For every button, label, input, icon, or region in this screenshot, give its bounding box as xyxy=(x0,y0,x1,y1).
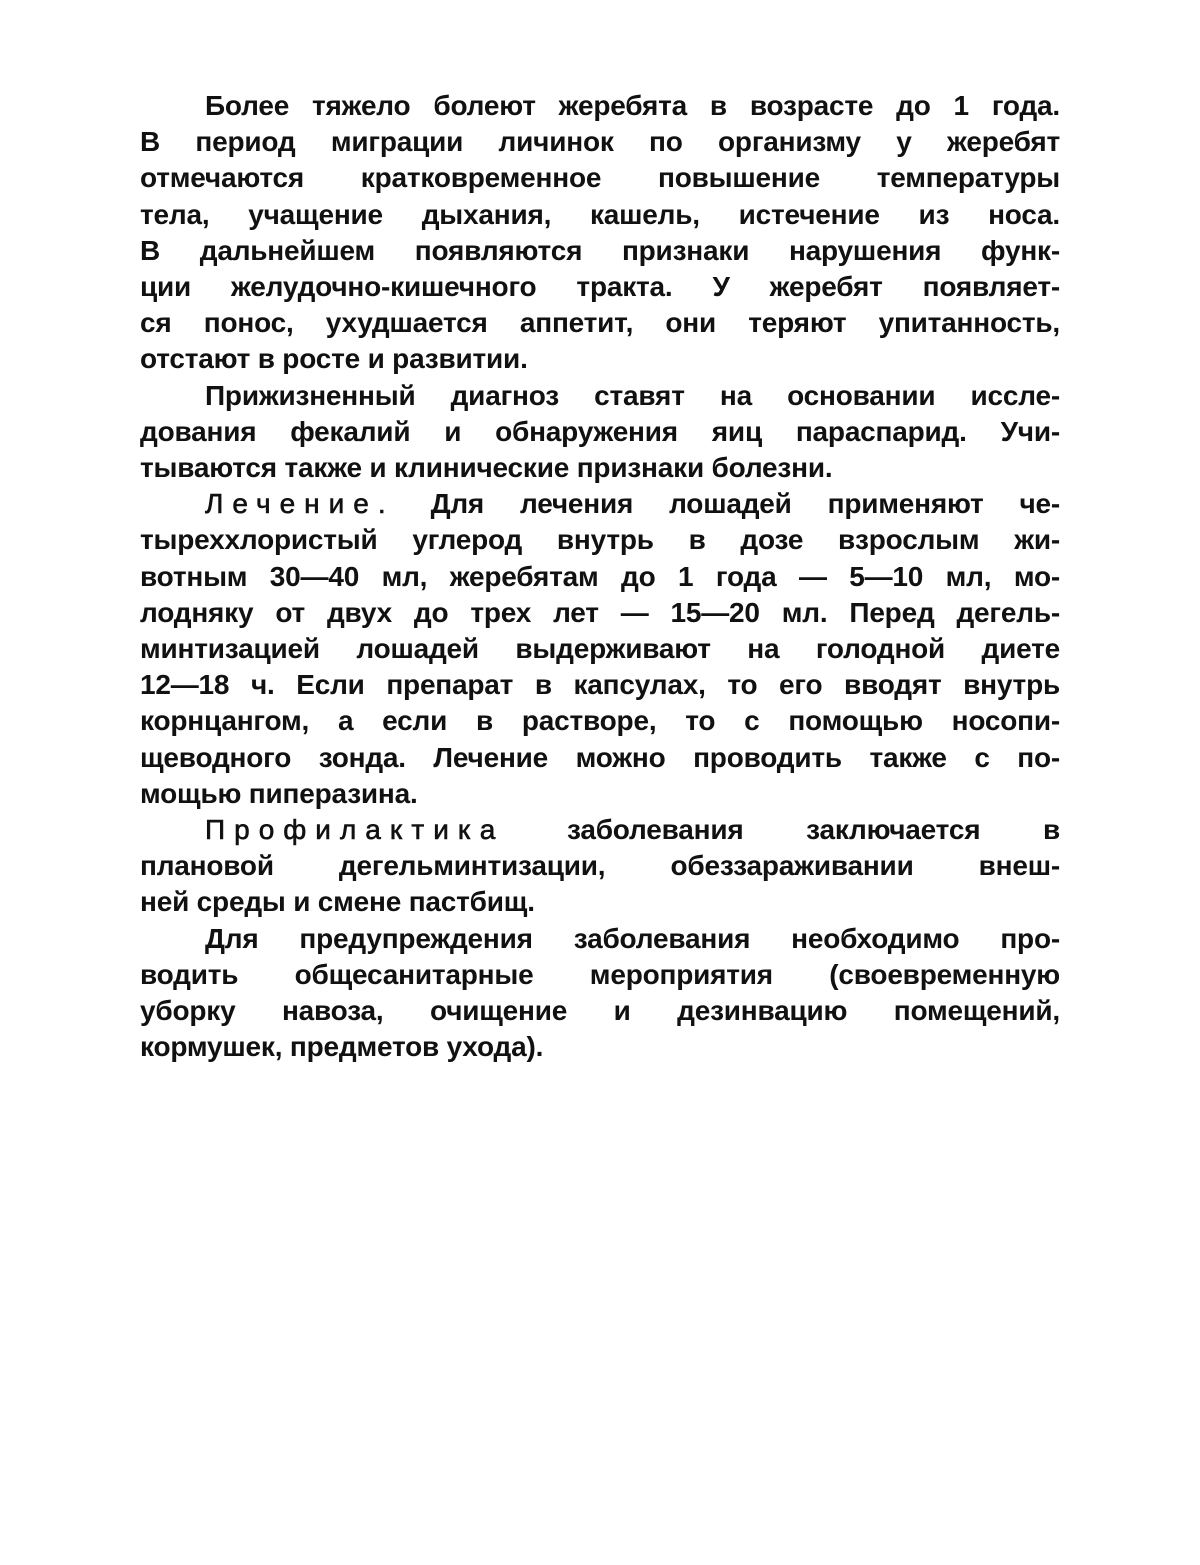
text-line: ции желудочно-кишечного тракта. У жеребят появляет- xyxy=(140,271,1060,303)
paragraph-sanitation xyxy=(140,921,1060,1066)
paragraph-prevention xyxy=(140,812,1060,921)
text-line: уборку навоза, очищение и дезинвацию помещений, xyxy=(140,995,1060,1027)
text-line: ней среды и смене пастбищ. xyxy=(140,886,535,918)
section-lead-prevention: Профилактика xyxy=(205,814,505,846)
text-line: водить общесанитарные мероприятия (своевременную xyxy=(140,958,1060,990)
text-line-rest: заболевания заключается в xyxy=(504,814,1060,846)
text-line: ся понос, ухудшается аппетит, они теряют упитанность, xyxy=(140,307,1060,339)
text-line: плановой дегельминтизации, обеззараживании внеш- xyxy=(140,850,1060,882)
text-line: тываются также и клинические признаки болезни. xyxy=(140,452,833,484)
text-line: кормушек, предметов ухода). xyxy=(140,1031,544,1063)
text-line: лодняку от двух до трех лет — 15—20 мл. Перед дегель- xyxy=(140,596,1060,628)
paragraph-treatment xyxy=(140,486,1060,812)
text-line: Более тяжело болеют жеребята в возрасте до 1 года. xyxy=(205,90,1060,121)
text-line: отстают в росте и развитии. xyxy=(140,343,528,375)
text-line: мощью пиперазина. xyxy=(140,777,418,809)
text-line-rest: Для лечения лошадей применяют че- xyxy=(394,488,1060,520)
text-line: 12—18 ч. Если препарат в капсулах, то его вводят внутрь xyxy=(140,669,1060,701)
text-line: вотным 30—40 мл, жеребятам до 1 года — 5—10 мл, мо- xyxy=(140,560,1060,592)
text-line: отмечаются кратковременное повышение температуры xyxy=(140,162,1060,194)
text-line: тела, учащение дыхания, кашель, истечение из носа. xyxy=(140,198,1060,230)
text-line: щеводного зонда. Лечение можно проводить также с по- xyxy=(140,741,1060,773)
document-page xyxy=(140,88,1060,1065)
text-line: В период миграции личинок по организму у жеребят xyxy=(140,126,1060,158)
text-line xyxy=(140,812,1060,848)
text-line: В дальнейшем появляются признаки нарушения функ- xyxy=(140,234,1060,266)
paragraph-clinical-signs xyxy=(140,88,1060,378)
text-line: Для предупреждения заболевания необходимо про- xyxy=(205,922,1060,954)
section-lead-treatment: Лечение. xyxy=(205,488,395,520)
text-line: Прижизненный диагноз ставят на основании иссле- xyxy=(205,379,1060,411)
text-line: корнцангом, а если в растворе, то с помощью носопи- xyxy=(140,705,1060,737)
text-line: дования фекалий и обнаружения яиц параспарид. Учи- xyxy=(140,415,1060,447)
text-line: тыреххлористый углерод внутрь в дозе взрослым жи- xyxy=(140,524,1060,556)
text-line xyxy=(140,486,1060,522)
paragraph-diagnosis xyxy=(140,378,1060,487)
text-line: минтизацией лошадей выдерживают на голодной диете xyxy=(140,633,1060,665)
